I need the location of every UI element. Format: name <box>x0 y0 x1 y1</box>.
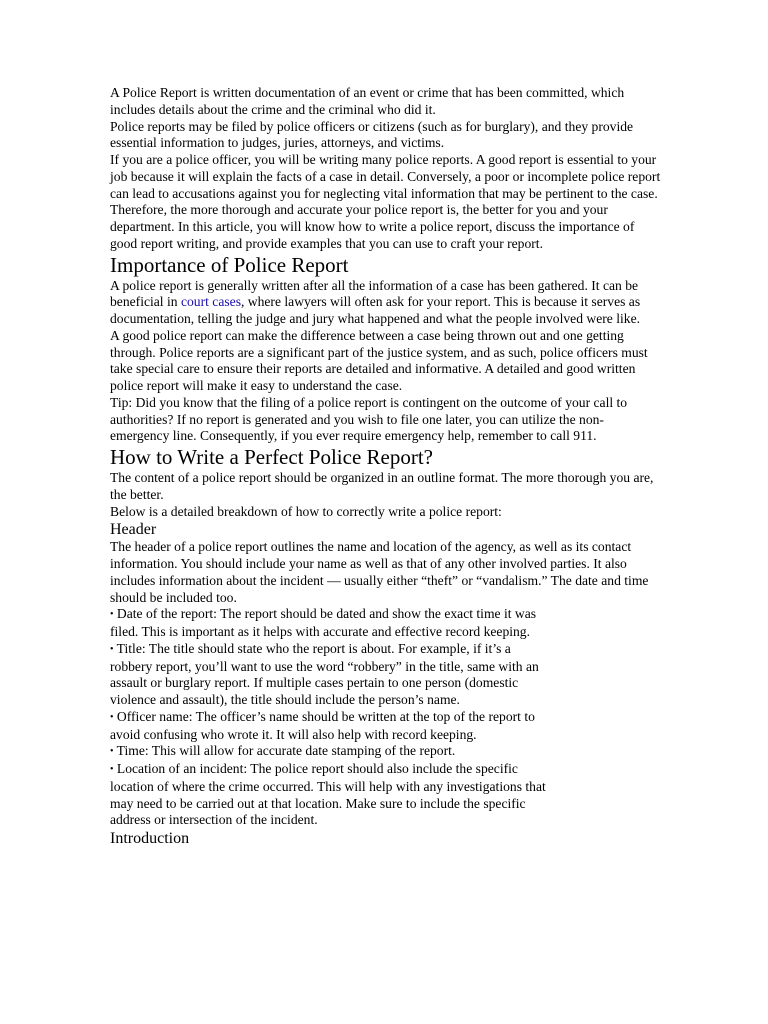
bullet-text: Title: The title should state who the report is about. For example, if it’s a <box>113 640 511 656</box>
court-cases-link[interactable]: court cases <box>180 294 241 310</box>
bullet-item <box>110 743 662 761</box>
bullet-line: robbery report, you’ll want to use the word “robbery” in the title, same with an <box>110 658 539 674</box>
bullet-dot-icon: • <box>110 764 114 775</box>
bullet-line <box>110 641 662 659</box>
bullet-line: avoid confusing who wrote it. It will also help with record keeping. <box>110 726 477 742</box>
bullet-text: Time: This will allow for accurate date stamping of the report. <box>113 743 456 759</box>
document-body <box>110 85 662 848</box>
bullet-line: violence and assault), the title should include the person’s name. <box>110 692 460 707</box>
importance-heading: Importance of Police Report <box>110 252 349 277</box>
bullet-item <box>110 709 662 744</box>
intro-paragraph-3: If you are a police officer, you will be writing many police reports. A good report is essential to your job because it will explain the facts of a case in detail. Conversely, a poor or incomplete police report can lead to accusations against you for neglecting vital information that may be pertinent to the case. <box>110 152 661 201</box>
howto-heading: How to Write a Perfect Police Report? <box>110 445 433 469</box>
bullet-line <box>110 709 662 727</box>
bullet-text: Location of an incident: The police report should also include the specific <box>113 761 518 776</box>
importance-paragraph-1 <box>110 278 662 328</box>
bullet-line: address or intersection of the incident. <box>110 812 318 828</box>
bullet-line: may need to be carried out at that location. Make sure to include the specific <box>110 795 526 811</box>
bullet-item <box>110 641 662 709</box>
importance-tip-paragraph: Tip: Did you know that the filing of a police report is contingent on the outcome of your call to authorities? If no report is generated and you wish to file one later, you can utilize the non-emergency line. Consequently, if you ever require emergency help, remember to call 911. <box>110 394 628 444</box>
header-bullet-list <box>110 606 662 829</box>
bullet-text: Officer name: The officer’s name should be written at the top of the report to <box>113 708 535 724</box>
bullet-line <box>110 743 662 761</box>
bullet-dot-icon: • <box>110 746 114 758</box>
bullet-dot-icon: • <box>110 609 114 621</box>
intro-paragraph-4: Therefore, the more thorough and accurate your police report is, the better for you and your department. In this article, you will know how to write a police report, discuss the importance of good report writing, and provide examples that you can use to craft your report. <box>110 202 635 251</box>
bullet-dot-icon: • <box>110 711 114 723</box>
howto-paragraph-1: The content of a police report should be organized in an outline format. The more thorough you are, the better. <box>110 470 654 502</box>
importance-paragraph-2: A good police report can make the difference between a case being thrown out and one getting through. Police reports are a significant part of the justice system, and as such, police officers must take special care to ensure their reports are detailed and informative. A detailed and good written police report will make it easy to understand the case. <box>110 327 648 393</box>
header-subheading: Header <box>110 521 157 539</box>
bullet-item <box>110 606 662 641</box>
bullet-item <box>110 761 662 829</box>
bullet-line: assault or burglary report. If multiple cases pertain to one person (domestic <box>110 675 519 691</box>
bullet-dot-icon: • <box>110 643 114 655</box>
bullet-line: location of where the crime occurred. This will help with any investigations that <box>110 778 546 794</box>
bullet-text: Date of the report: The report should be dated and show the exact time it was <box>113 606 537 622</box>
header-paragraph: The header of a police report outlines the name and location of the agency, as well as its contact information. You should include your name as well as that of any other involved parties. It also includes information about the incident — usually either “theft” or “vandalism.” The date and time should be included too. <box>110 539 649 605</box>
importance-paragraph-1-part-b: , where lawyers will often ask for your report. This is because it serves as documentation, telling the judge and jury what happened and what the people involved were like. <box>110 294 641 326</box>
howto-paragraph-2: Below is a detailed breakdown of how to correctly write a police report: <box>110 503 502 519</box>
introduction-subheading: Introduction <box>110 830 190 847</box>
intro-paragraph-1: A Police Report is written documentation of an event or crime that has been committed, which includes details about the crime and the criminal who did it. <box>110 85 625 117</box>
intro-paragraph-2: Police reports may be filed by police officers or citizens (such as for burglary), and they provide essential information to judges, juries, attorneys, and victims. <box>110 118 634 151</box>
importance-paragraph-1-part-a: A police report is generally written after all the information of a case has been gathered. It can be beneficial in <box>110 277 639 310</box>
bullet-line: filed. This is important as it helps with accurate and effective record keeping. <box>110 624 531 639</box>
bullet-line <box>110 606 662 624</box>
bullet-line <box>110 761 662 779</box>
